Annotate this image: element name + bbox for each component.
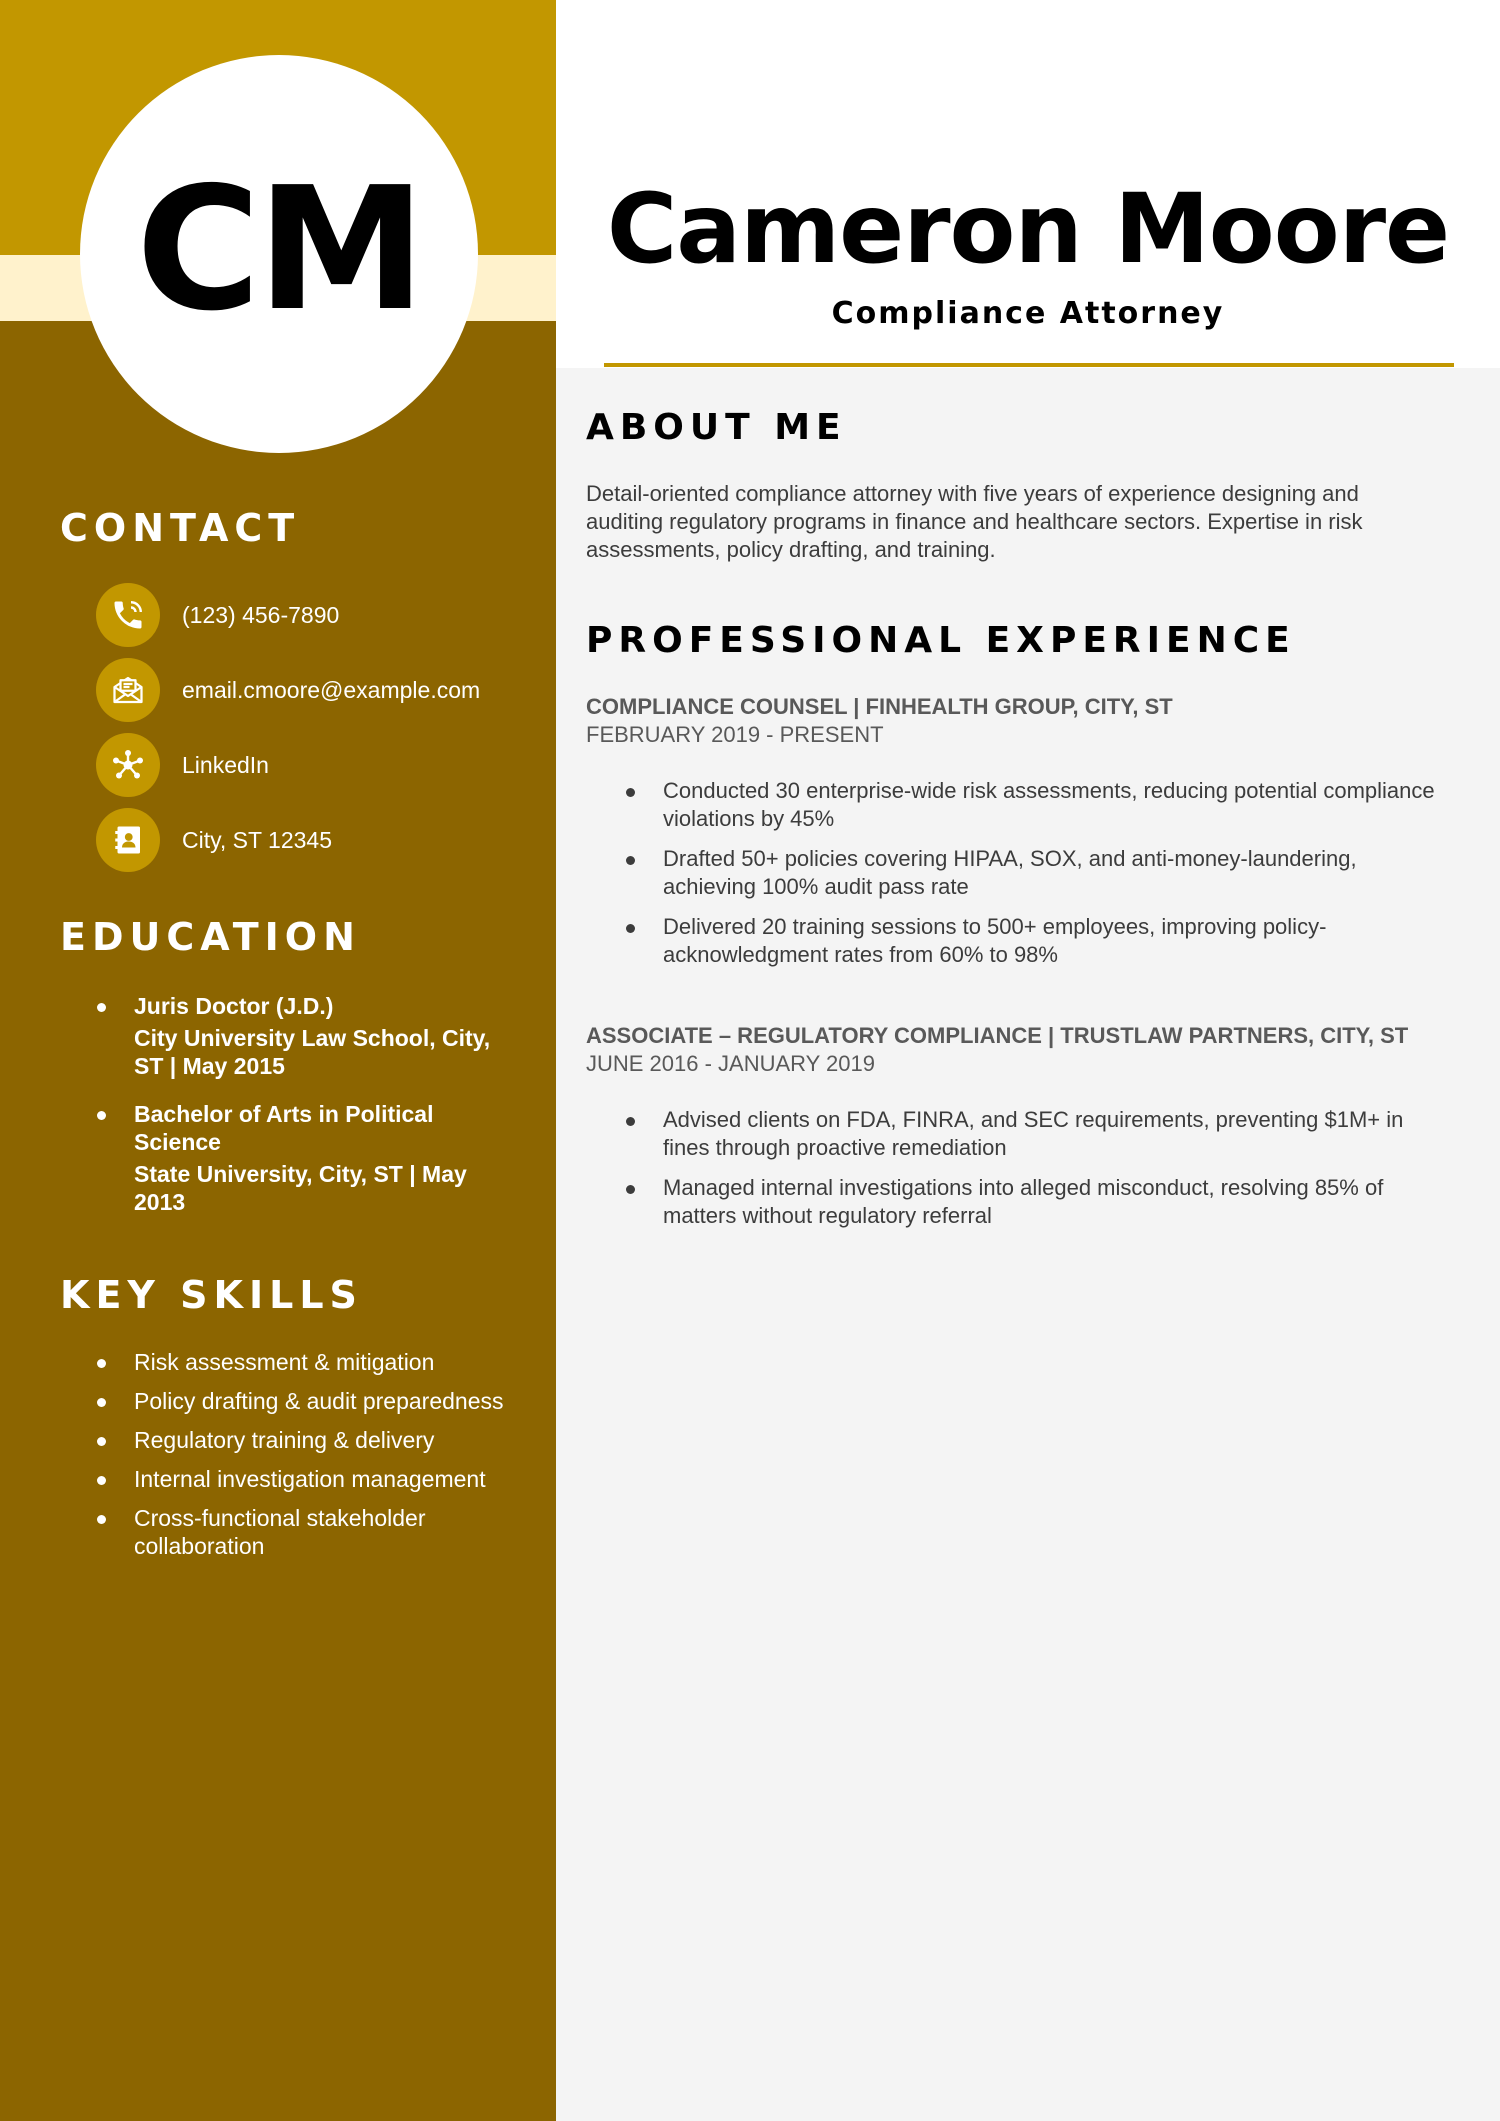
contact-email [96, 658, 480, 722]
education-item [90, 1100, 510, 1216]
skill-item: Policy drafting & audit preparedness [90, 1387, 510, 1415]
contact-address [96, 808, 332, 872]
contact-address-text: City, ST 12345 [182, 826, 333, 853]
job-bullet: Advised clients on FDA, FINRA, and SEC requirements, preventing $1M+ in fines through proactive remediation [586, 1106, 1441, 1162]
skill-item: Risk assessment & mitigation [90, 1348, 510, 1376]
about-heading: ABOUT ME [586, 407, 847, 448]
job-bullet: Conducted 30 enterprise-wide risk assessments, reducing potential compliance violations by 45% [586, 777, 1441, 833]
network-icon [96, 733, 160, 797]
job-bullet: Managed internal investigations into alleged misconduct, resolving 85% of matters without regulatory referral [586, 1174, 1441, 1230]
education-heading: EDUCATION [60, 915, 361, 959]
skill-item: Internal investigation management [90, 1465, 510, 1493]
monogram: CM [136, 151, 422, 349]
skills-list [90, 1348, 510, 1571]
person-name [556, 170, 1500, 288]
skill-item: Regulatory training & delivery [90, 1426, 510, 1454]
phone-icon [96, 583, 160, 647]
contact-linkedin-text: LinkedIn [182, 751, 269, 778]
job-entry [586, 692, 1441, 981]
job-entry-title: ASSOCIATE – REGULATORY COMPLIANCE | TRUSTLAW PARTNERS, CITY, ST [586, 1023, 1409, 1048]
job-bullets [586, 777, 1441, 969]
skills-heading: KEY SKILLS [60, 1273, 363, 1317]
job-bullet: Drafted 50+ policies covering HIPAA, SOX, and anti-money-laundering, achieving 100% audit pass rate [586, 845, 1441, 901]
experience-heading: PROFESSIONAL EXPERIENCE [586, 620, 1296, 661]
job-title: Compliance Attorney [831, 296, 1225, 331]
contact-heading: CONTACT [60, 506, 301, 550]
last-name: Moore [1114, 173, 1450, 285]
first-name: Cameron [606, 173, 1082, 285]
job-entry-title: COMPLIANCE COUNSEL | FINHEALTH GROUP, CITY, ST [586, 694, 1173, 719]
contact-phone-text: (123) 456-7890 [182, 601, 340, 628]
mail-icon [96, 658, 160, 722]
education-school: City University Law School, City, ST | May 2015 [134, 1025, 491, 1079]
header-divider [604, 363, 1454, 367]
contact-linkedin [96, 733, 269, 797]
sidebar [0, 0, 556, 2121]
contact-email-text: email.cmoore@example.com [182, 676, 481, 703]
job-entry [586, 1021, 1441, 1242]
job-bullets [586, 1106, 1441, 1230]
job-bullet: Delivered 20 training sessions to 500+ employees, improving policy-acknowledgment rates from 60% to 98% [586, 913, 1441, 969]
skill-item: Cross-functional stakeholder collaboration [90, 1504, 510, 1560]
education-school: State University, City, ST | May 2013 [134, 1161, 467, 1215]
about-text: Detail-oriented compliance attorney with five years of experience designing and auditing regulatory programs in finance and healthcare sectors. Expertise in risk assessments, policy drafting, and training. [586, 481, 1363, 562]
job-entry-dates: FEBRUARY 2019 - PRESENT [586, 722, 884, 747]
education-list [90, 992, 510, 1236]
monogram-circle [80, 55, 478, 453]
contact-phone [96, 583, 339, 647]
education-degree: Juris Doctor (J.D.) [134, 993, 334, 1019]
education-item [90, 992, 510, 1080]
address-book-icon [96, 808, 160, 872]
education-degree: Bachelor of Arts in Political Science [134, 1101, 434, 1155]
job-entry-dates: JUNE 2016 - JANUARY 2019 [586, 1051, 875, 1076]
